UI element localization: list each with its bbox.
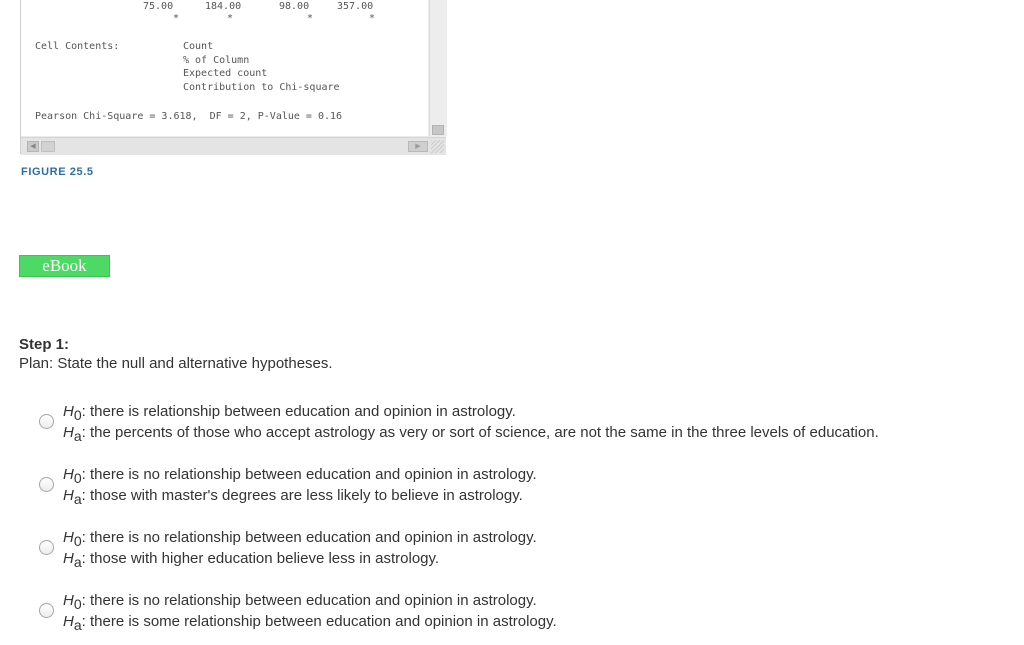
cell-contents-item: Expected count [183,68,268,79]
h-symbol: H [63,424,74,441]
total-value: 357.00 [337,1,374,12]
scroll-thumb[interactable] [432,125,444,135]
alternative-hypothesis-text: : there is some relationship between education and opinion in astrology. [81,613,557,630]
minitab-output-panel [20,0,446,154]
radio-button[interactable] [39,477,54,492]
total-value: 184.00 [205,1,242,12]
output-text-area [21,0,428,136]
alternative-hypothesis-text: : those with higher education believe less in astrology. [81,550,440,567]
radio-button[interactable] [39,414,54,429]
ha-subscript: a [73,554,82,570]
null-hypothesis [63,402,516,425]
alternative-hypothesis [63,423,879,446]
total-value: 75.00 [143,1,174,12]
star-mark: * [369,13,376,24]
scroll-right-arrow-icon[interactable]: ▶ [408,141,428,152]
resize-grip-icon[interactable] [431,140,444,153]
scroll-left-arrow-icon[interactable]: ◀ [27,141,39,152]
h-symbol: H [63,613,74,630]
ebook-button[interactable]: eBook [19,255,110,277]
cell-contents-item: % of Column [183,55,250,66]
star-mark: * [173,13,180,24]
h0-subscript: 0 [73,533,82,549]
alternative-hypothesis [63,549,439,572]
h-symbol: H [63,403,74,420]
vertical-scrollbar[interactable] [429,0,447,136]
null-hypothesis [63,465,537,488]
pearson-chi-square-line: Pearson Chi-Square = 3.618, DF = 2, P-Value = 0.16 [35,111,343,122]
cell-contents-item: Count [183,41,214,52]
alternative-hypothesis [63,612,557,635]
alternative-hypothesis-text: : the percents of those who accept astrology as very or sort of science, are not the same in the three levels of education. [81,424,879,441]
null-hypothesis-text: : there is no relationship between education and opinion in astrology. [81,592,537,609]
null-hypothesis-text: : there is no relationship between education and opinion in astrology. [81,466,537,483]
h-symbol: H [63,529,74,546]
answer-option-3[interactable] [38,528,1018,572]
total-value: 98.00 [279,1,310,12]
cell-contents-label: Cell Contents: [35,41,120,52]
scroll-thumb[interactable] [41,141,55,152]
answer-option-1[interactable] [38,402,1018,446]
h-symbol: H [63,592,74,609]
h0-subscript: 0 [73,470,82,486]
h0-subscript: 0 [73,407,82,423]
ha-subscript: a [73,428,82,444]
alternative-hypothesis-text: : those with master's degrees are less likely to believe in astrology. [81,487,523,504]
null-hypothesis [63,591,537,614]
h-symbol: H [63,487,74,504]
h0-subscript: 0 [73,596,82,612]
null-hypothesis-text: : there is no relationship between education and opinion in astrology. [81,529,537,546]
cell-contents-item: Contribution to Chi-square [183,82,340,93]
radio-button[interactable] [39,540,54,555]
alternative-hypothesis [63,486,523,509]
figure-label: FIGURE 25.5 [21,166,94,178]
step-plan: Plan: State the null and alternative hypotheses. [19,355,333,372]
h-symbol: H [63,550,74,567]
ha-subscript: a [73,491,82,507]
horizontal-scrollbar[interactable] [21,137,446,155]
star-mark: * [227,13,234,24]
step-title: Step 1: [19,336,70,353]
answer-option-4[interactable] [38,591,1018,635]
radio-button[interactable] [39,603,54,618]
ha-subscript: a [73,617,82,633]
null-hypothesis [63,528,537,551]
answer-option-2[interactable] [38,465,1018,509]
null-hypothesis-text: : there is relationship between education and opinion in astrology. [81,403,516,420]
h-symbol: H [63,466,74,483]
star-mark: * [307,13,314,24]
